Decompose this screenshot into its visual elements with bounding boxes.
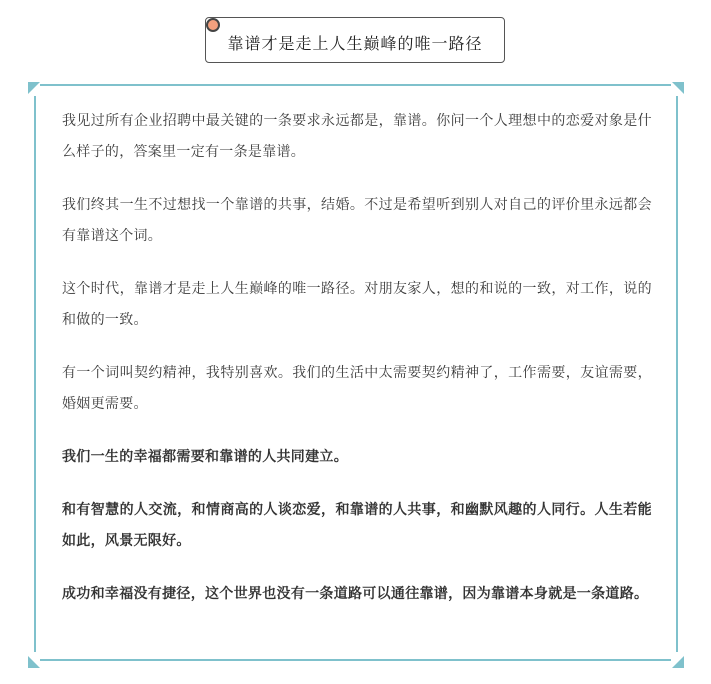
frame-right-border [676,96,678,652]
corner-triangle-icon [672,82,684,94]
frame-left-border [34,96,36,652]
decorative-dot-icon [206,18,220,32]
corner-triangle-icon [28,656,40,668]
paragraph-2: 我们终其一生不过想找一个靠谱的共事，结婚。不过是希望听到别人对自己的评价里永远都会有靠谱这个词。 [62,197,652,244]
article-title: 靠谱才是走上人生巅峰的唯一路径 [227,33,483,53]
paragraph-7: 成功和幸福没有捷径，这个世界也没有一条道路可以通往靠谱，因为靠谱本身就是一条道路。 [62,586,649,602]
paragraph-1: 我见过所有企业招聘中最关键的一条要求永远都是，靠谱。你问一个人理想中的恋爱对象是什么样子的，答案里一定有一条是靠谱。 [62,113,652,160]
paragraph-5: 我们一生的幸福都需要和靠谱的人共同建立。 [62,449,348,465]
corner-triangle-icon [28,82,40,94]
article-body [62,106,652,632]
corner-triangle-icon [672,656,684,668]
paragraph-3: 这个时代，靠谱才是走上人生巅峰的唯一路径。对朋友家人，想的和说的一致，对工作，说的和做的一致。 [62,281,652,328]
paragraph-6: 和有智慧的人交流，和情商高的人谈恋爱，和靠谱的人共事，和幽默风趣的人同行。人生若能如此，风景无限好。 [62,502,652,549]
frame-bottom-border [40,659,671,661]
article-title-box [205,17,505,63]
frame-top-border [40,84,671,86]
paragraph-4: 有一个词叫契约精神，我特别喜欢。我们的生活中太需要契约精神了，工作需要，友谊需要，婚姻更需要。 [62,365,652,412]
